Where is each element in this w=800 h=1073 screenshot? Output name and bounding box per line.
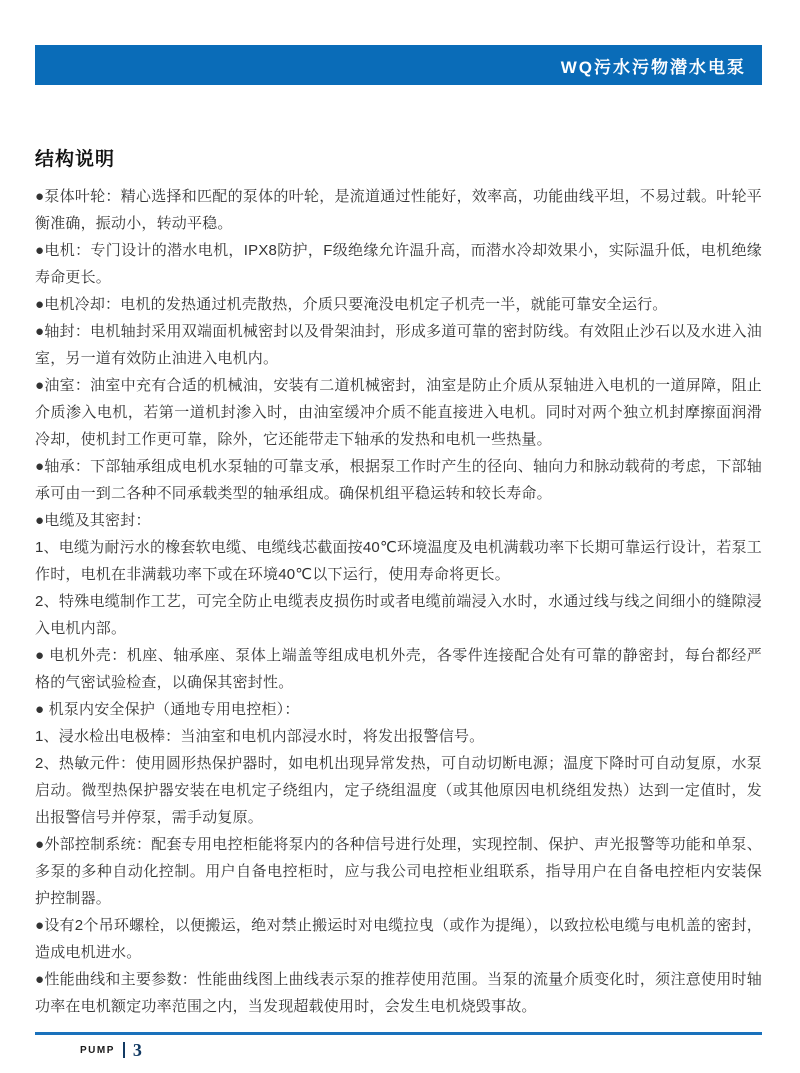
header-banner: [35, 45, 762, 85]
paragraph: ●设有2个吊环螺栓，以便搬运，绝对禁止搬运时对电缆拉曳（或作为提绳），以致拉松电缆与电机盖的密封，造成电机进水。: [35, 917, 762, 961]
content-area: [35, 144, 762, 1020]
paragraph: ●性能曲线和主要参数：性能曲线图上曲线表示泵的推荐使用范围。当泵的流量介质变化时，须注意使用时轴功率在电机额定功率范围之内，当发现超载使用时，会发生电机烧毁事故。: [35, 971, 762, 1015]
paragraph: ●电机：专门设计的潜水电机，IPX8防护，F级绝缘允许温升高，而潜水冷却效果小，实际温升低，电机绝缘寿命更长。: [35, 242, 762, 286]
paragraph: ●油室：油室中充有合适的机械油，安装有二道机械密封，油室是防止介质从泵轴进入电机的一道屏障，阻止介质渗入电机，若第一道机封渗入时，由油室缓冲介质不能直接进入电机。同时对两个独立机封摩擦面润滑冷却，使机封工作更可靠，除外，它还能带走下轴承的发热和电机一些热量。: [35, 377, 762, 448]
section-heading: 结构说明: [35, 149, 116, 170]
paragraph: ● 电机外壳：机座、轴承座、泵体上端盖等组成电机外壳，各零件连接配合处有可靠的静密封，每台都经严格的气密试验检查，以确保其密封性。: [35, 647, 762, 691]
paragraph-list: [35, 183, 762, 1020]
paragraph: 1、电缆为耐污水的橡套软电缆、电缆线芯截面按40℃环境温度及电机满载功率下长期可靠运行设计，若泵工作时，电机在非满载功率下或在环境40℃以下运行，使用寿命将更长。: [35, 539, 762, 583]
paragraph: ●轴封：电机轴封采用双端面机械密封以及骨架油封，形成多道可靠的密封防线。有效阻止沙石以及水进入油室，另一道有效防止油进入电机内。: [35, 323, 762, 367]
page-number: 3: [132, 1039, 142, 1060]
paragraph: ●外部控制系统：配套专用电控柜能将泵内的各种信号进行处理，实现控制、保护、声光报警等功能和单泵、多泵的多种自动化控制。用户自备电控柜时，应与我公司电控柜业组联系，指导用户在自备电控柜内安装保护控制器。: [35, 836, 762, 907]
footer-brand-label: PUMP: [80, 1044, 115, 1056]
paragraph: 2、特殊电缆制作工艺，可完全防止电缆表皮损伤时或者电缆前端浸入水时，水通过线与线之间细小的缝隙浸入电机内部。: [35, 593, 762, 637]
page-footer: [35, 1032, 762, 1060]
footer-divider: [123, 1042, 125, 1058]
paragraph: 2、热敏元件：使用圆形热保护器时，如电机出现异常发热，可自动切断电源；温度下降时可自动复原，水泵启动。微型热保护器安装在电机定子绕组内，定子绕组温度（或其他原因电机绕组发热）达到一定值时，发出报警信号并停泵，需手动复原。: [35, 755, 762, 826]
footer-rule: [35, 1032, 762, 1035]
paragraph: ●泵体叶轮：精心选择和匹配的泵体的叶轮，是流道通过性能好，效率高，功能曲线平坦，不易过载。叶轮平衡准确，振动小，转动平稳。: [35, 188, 762, 232]
paragraph: ●轴承：下部轴承组成电机水泵轴的可靠支承，根据泵工作时产生的径向、轴向力和脉动载荷的考虑，下部轴承可由一到二各种不同承载类型的轴承组成。确保机组平稳运转和较长寿命。: [35, 458, 762, 502]
paragraph: 1、浸水检出电极棒：当油室和电机内部浸水时，将发出报警信号。: [35, 728, 485, 745]
paragraph: ●电机冷却：电机的发热通过机壳散热，介质只要淹没电机定子机壳一半，就能可靠安全运行。: [35, 296, 668, 313]
paragraph: ● 机泵内安全保护（通地专用电控柜）：: [35, 701, 300, 718]
paragraph: ●电缆及其密封：: [35, 512, 151, 529]
document-title: WQ污水污物潜水电泵: [560, 57, 746, 77]
footer-row: [80, 1040, 762, 1060]
